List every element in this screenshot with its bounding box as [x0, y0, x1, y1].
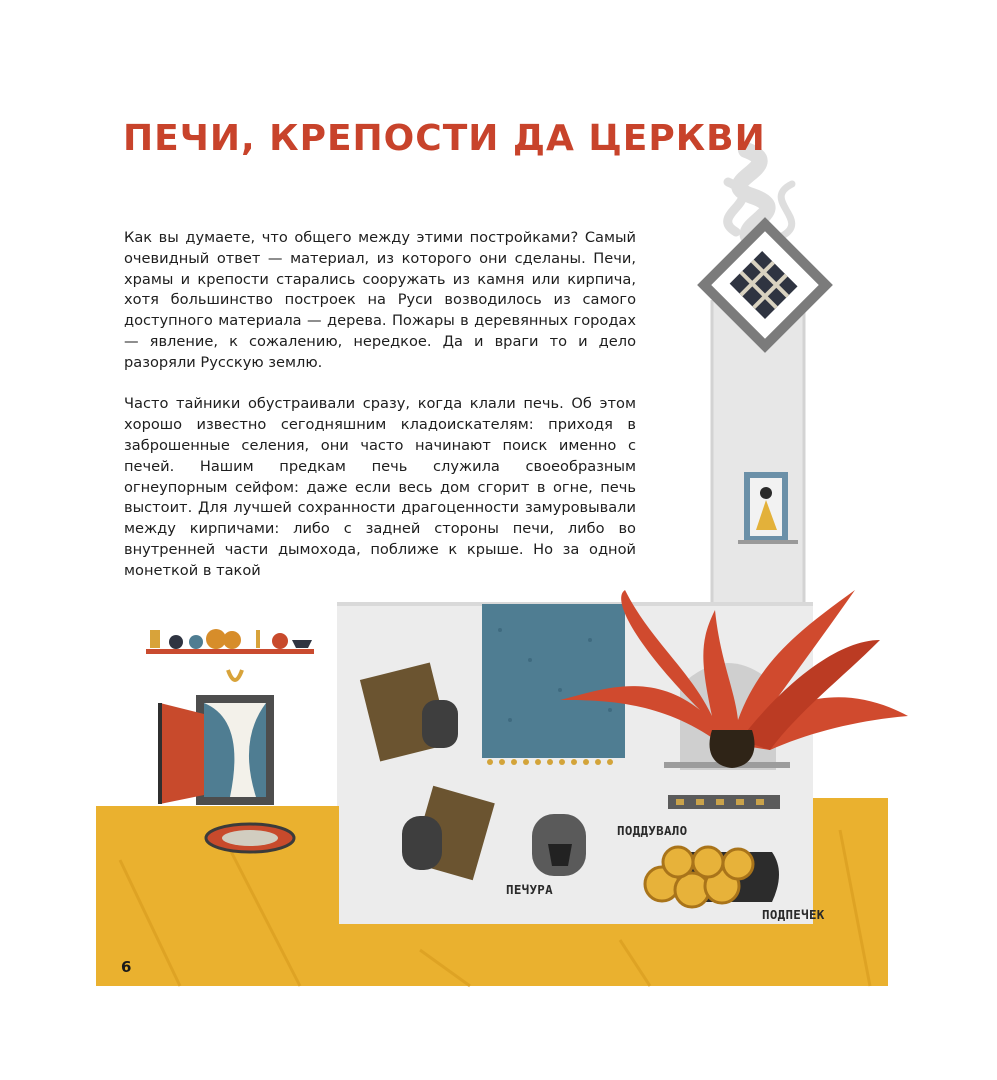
stove-curtain	[482, 604, 625, 758]
firewood-icon	[645, 847, 779, 907]
shelf	[146, 629, 314, 654]
body-text	[124, 228, 636, 582]
label-pechura: ПЕЧУРА	[506, 882, 553, 897]
small-opening	[422, 700, 458, 748]
horseshoe-icon	[228, 670, 242, 680]
label-podpechek: ПОДПЕЧЕК	[762, 907, 825, 922]
page-number: 6	[121, 958, 132, 976]
window	[160, 695, 274, 805]
paragraph: Часто тайники обустраивали сразу, когда клали печь. Об этом хорошо известно сегодняшним кладоискателям: приходя в заброшенные селения, они часто начинают поиск именно с печей. Нашим предкам печь служила своеобразным огнеупорным сейфом: даже если весь дом сгорит в огне, печь выстоит. Для лучшей сохранности драгоценности замуровывали между кирпичами: либо с задней стороны печи, либо во внутренней части дымохода, поближе к крыше. Но за одной монеткой в такой	[124, 395, 636, 579]
page-title: ПЕЧИ, КРЕПОСТИ ДА ЦЕРКВИ	[123, 118, 766, 159]
label-poddualo: ПОДДУВАЛО	[617, 823, 688, 838]
paragraph: Как вы думаете, что общего между этими постройками? Самый очевидный ответ — материал, из которого они сделаны. Печи, храмы и крепости старались сооружать из камня или кирпича, хотя большинство построек на Руси возводилось из самого доступного материала — дерева. Пожары в деревянных городах — явление, к сожалению, нередкое. Да и враги то и дело разоряли Русскую землю.	[124, 229, 636, 371]
pechura-opening-left	[402, 816, 442, 870]
